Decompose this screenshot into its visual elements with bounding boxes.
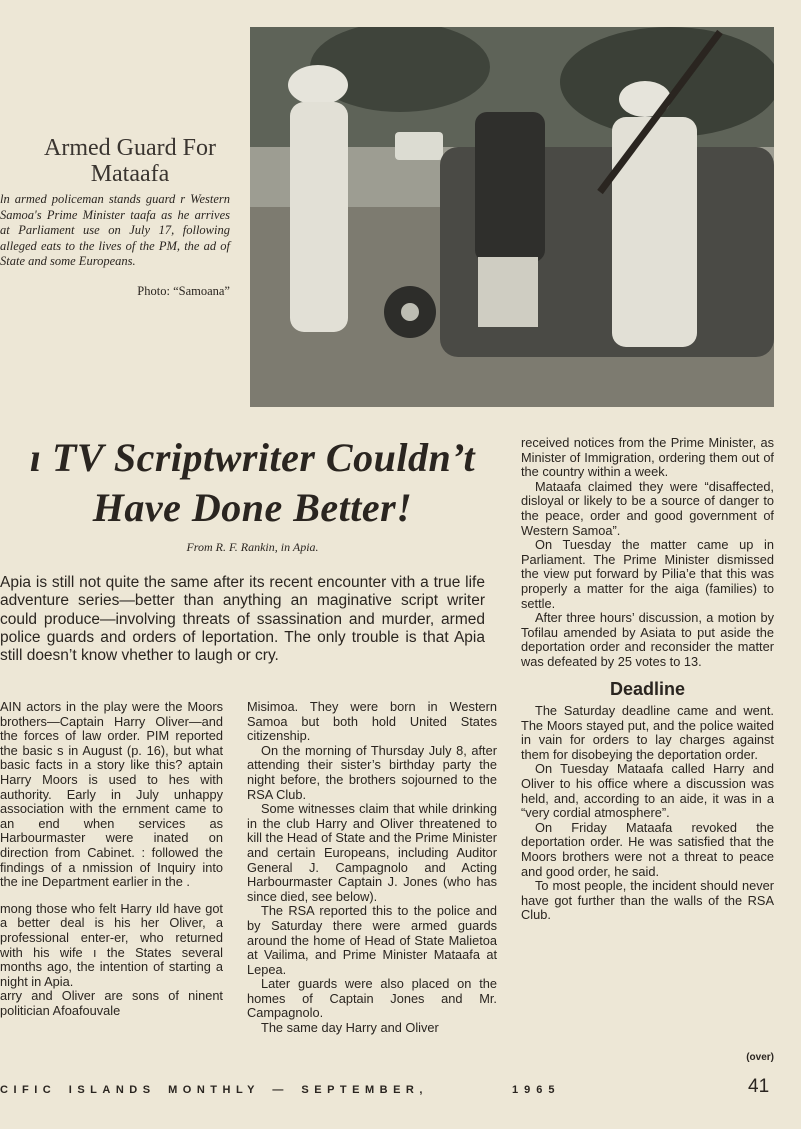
paragraph: On Tuesday the matter came up in Parliament. The Prime Minister dismissed the view put forward by Pilia’e that this was properly a matter for the aiga (families) to settle.	[521, 537, 774, 611]
continued-marker: (over)	[746, 1052, 774, 1063]
headline-prefix: ı	[29, 435, 42, 480]
photo-caption-title: Armed Guard For Mataafa	[44, 135, 216, 187]
paragraph: On Friday Mataafa revoked the deportation order. He was satisfied that the Moors brothers were not a threat to peace and good order, he said.	[521, 819, 774, 879]
paragraph: Some witnesses claim that while drinking in the club Harry and Oliver threatened to kill the Head of State and the Prime Minister and certain Europeans, including Auditor General J. Campagnolo and Acting Harbourmaster Captain J. Jones (who has since died, see below).	[247, 801, 497, 904]
paragraph: On the morning of Thursday July 8, after attending their sister’s birthday party the night before, the brothers sojourned to the RSA Club.	[247, 742, 497, 802]
paragraph: Misimoa. They were born in Western Samoa but both hold United States citizenship.	[247, 699, 497, 744]
article-column-2	[247, 700, 497, 1036]
photo-credit: Photo: “Samoana”	[137, 284, 230, 298]
byline: From R. F. Rankin, in Apia.	[186, 540, 319, 554]
footer-year: 1965	[512, 1084, 561, 1096]
paragraph: The same day Harry and Oliver	[261, 1020, 439, 1036]
photo-caption-text: ln armed policeman stands guard r Western Samoa's Prime Minister taafa as he arrives at Parliament use on July 17, following alleged eats to the lives of the PM, the ad of State and some Europeans.	[0, 192, 230, 268]
lead-paragraph: Apia is still not quite the same after its recent encounter vith a true life adventure series—better than anything an maginative script writer could produce—involving threats of ssassination and murder, armed police guards and orders of leportation. The only trouble is that Apia still doesn’t know vhether to laugh or cry.	[0, 574, 485, 665]
paragraph: received notices from the Prime Minister, as Minister of Immigration, ordering them out of the country within a week.	[521, 435, 774, 480]
paragraph: arry and Oliver are sons of ninent politician Afoafouvale	[0, 988, 223, 1018]
paragraph: Later guards were also placed on the homes of Captain Jones and Mr. Campagnolo.	[247, 976, 497, 1021]
paragraph: Mataafa claimed they were “disaffected, disloyal or likely to be a source of danger to the peace, order and good government of Western Samoa”.	[521, 478, 774, 538]
article-headline	[0, 433, 505, 533]
paragraph: On Tuesday Mataafa called Harry and Oliver to his office where a discussion was held, and, according to an aide, it was in a “very cordial atmosphere”.	[521, 761, 774, 821]
article-column-1	[0, 700, 223, 1018]
paragraph: The RSA reported this to the police and by Saturday there were armed guards around the home of Head of State Malietoa at Vailima, and Prime Minister Mataafa at Lepea.	[247, 903, 497, 977]
paragraph: After three hours’ discussion, a motion by Tofilau amended by Asiata to put aside the deportation order and reconsider the matter was defeated by 25 votes to 13.	[521, 610, 774, 669]
photo-icon	[250, 27, 774, 407]
paragraph: The Saturday deadline came and went. The Moors stayed put, and the police waited in vain for orders to lay charges against them for disobeying the deportation order.	[521, 703, 774, 762]
footer-publication: CIFIC ISLANDS MONTHLY — SEPTEMBER,	[0, 1084, 428, 1096]
news-photo	[250, 27, 774, 407]
paragraph: AIN actors in the play were the Moors brothers—Captain Harry Oliver—and the forces of law order. PIM reported the basic s in August (p. 16), but what basic facts in a story like this? aptain Harry Moors is used to hes with authority. Early in July unhappy association with the ernment came to an end when services as Harbourmaster were inated on direction from Cabinet. : followed the findings of a nmission of Inquiry into the ine Department earlier in the .	[0, 699, 223, 890]
page-number: 41	[748, 1076, 770, 1097]
headline-line-2: Have Done Better!	[92, 485, 413, 530]
paragraph: mong those who felt Harry ıld have got a better deal is his her Oliver, a professional enter-er, who returned with his wife ı the States several months ago, the intention of starting a night in Apia.	[0, 900, 223, 989]
article-column-3	[521, 436, 774, 923]
subheading-deadline: Deadline	[609, 678, 686, 699]
page-footer	[0, 1076, 801, 1104]
paragraph: To most people, the incident should never have got further than the walls of the RSA Club.	[521, 878, 774, 923]
headline-line-1: TV Scriptwriter Couldn’t	[51, 435, 476, 480]
